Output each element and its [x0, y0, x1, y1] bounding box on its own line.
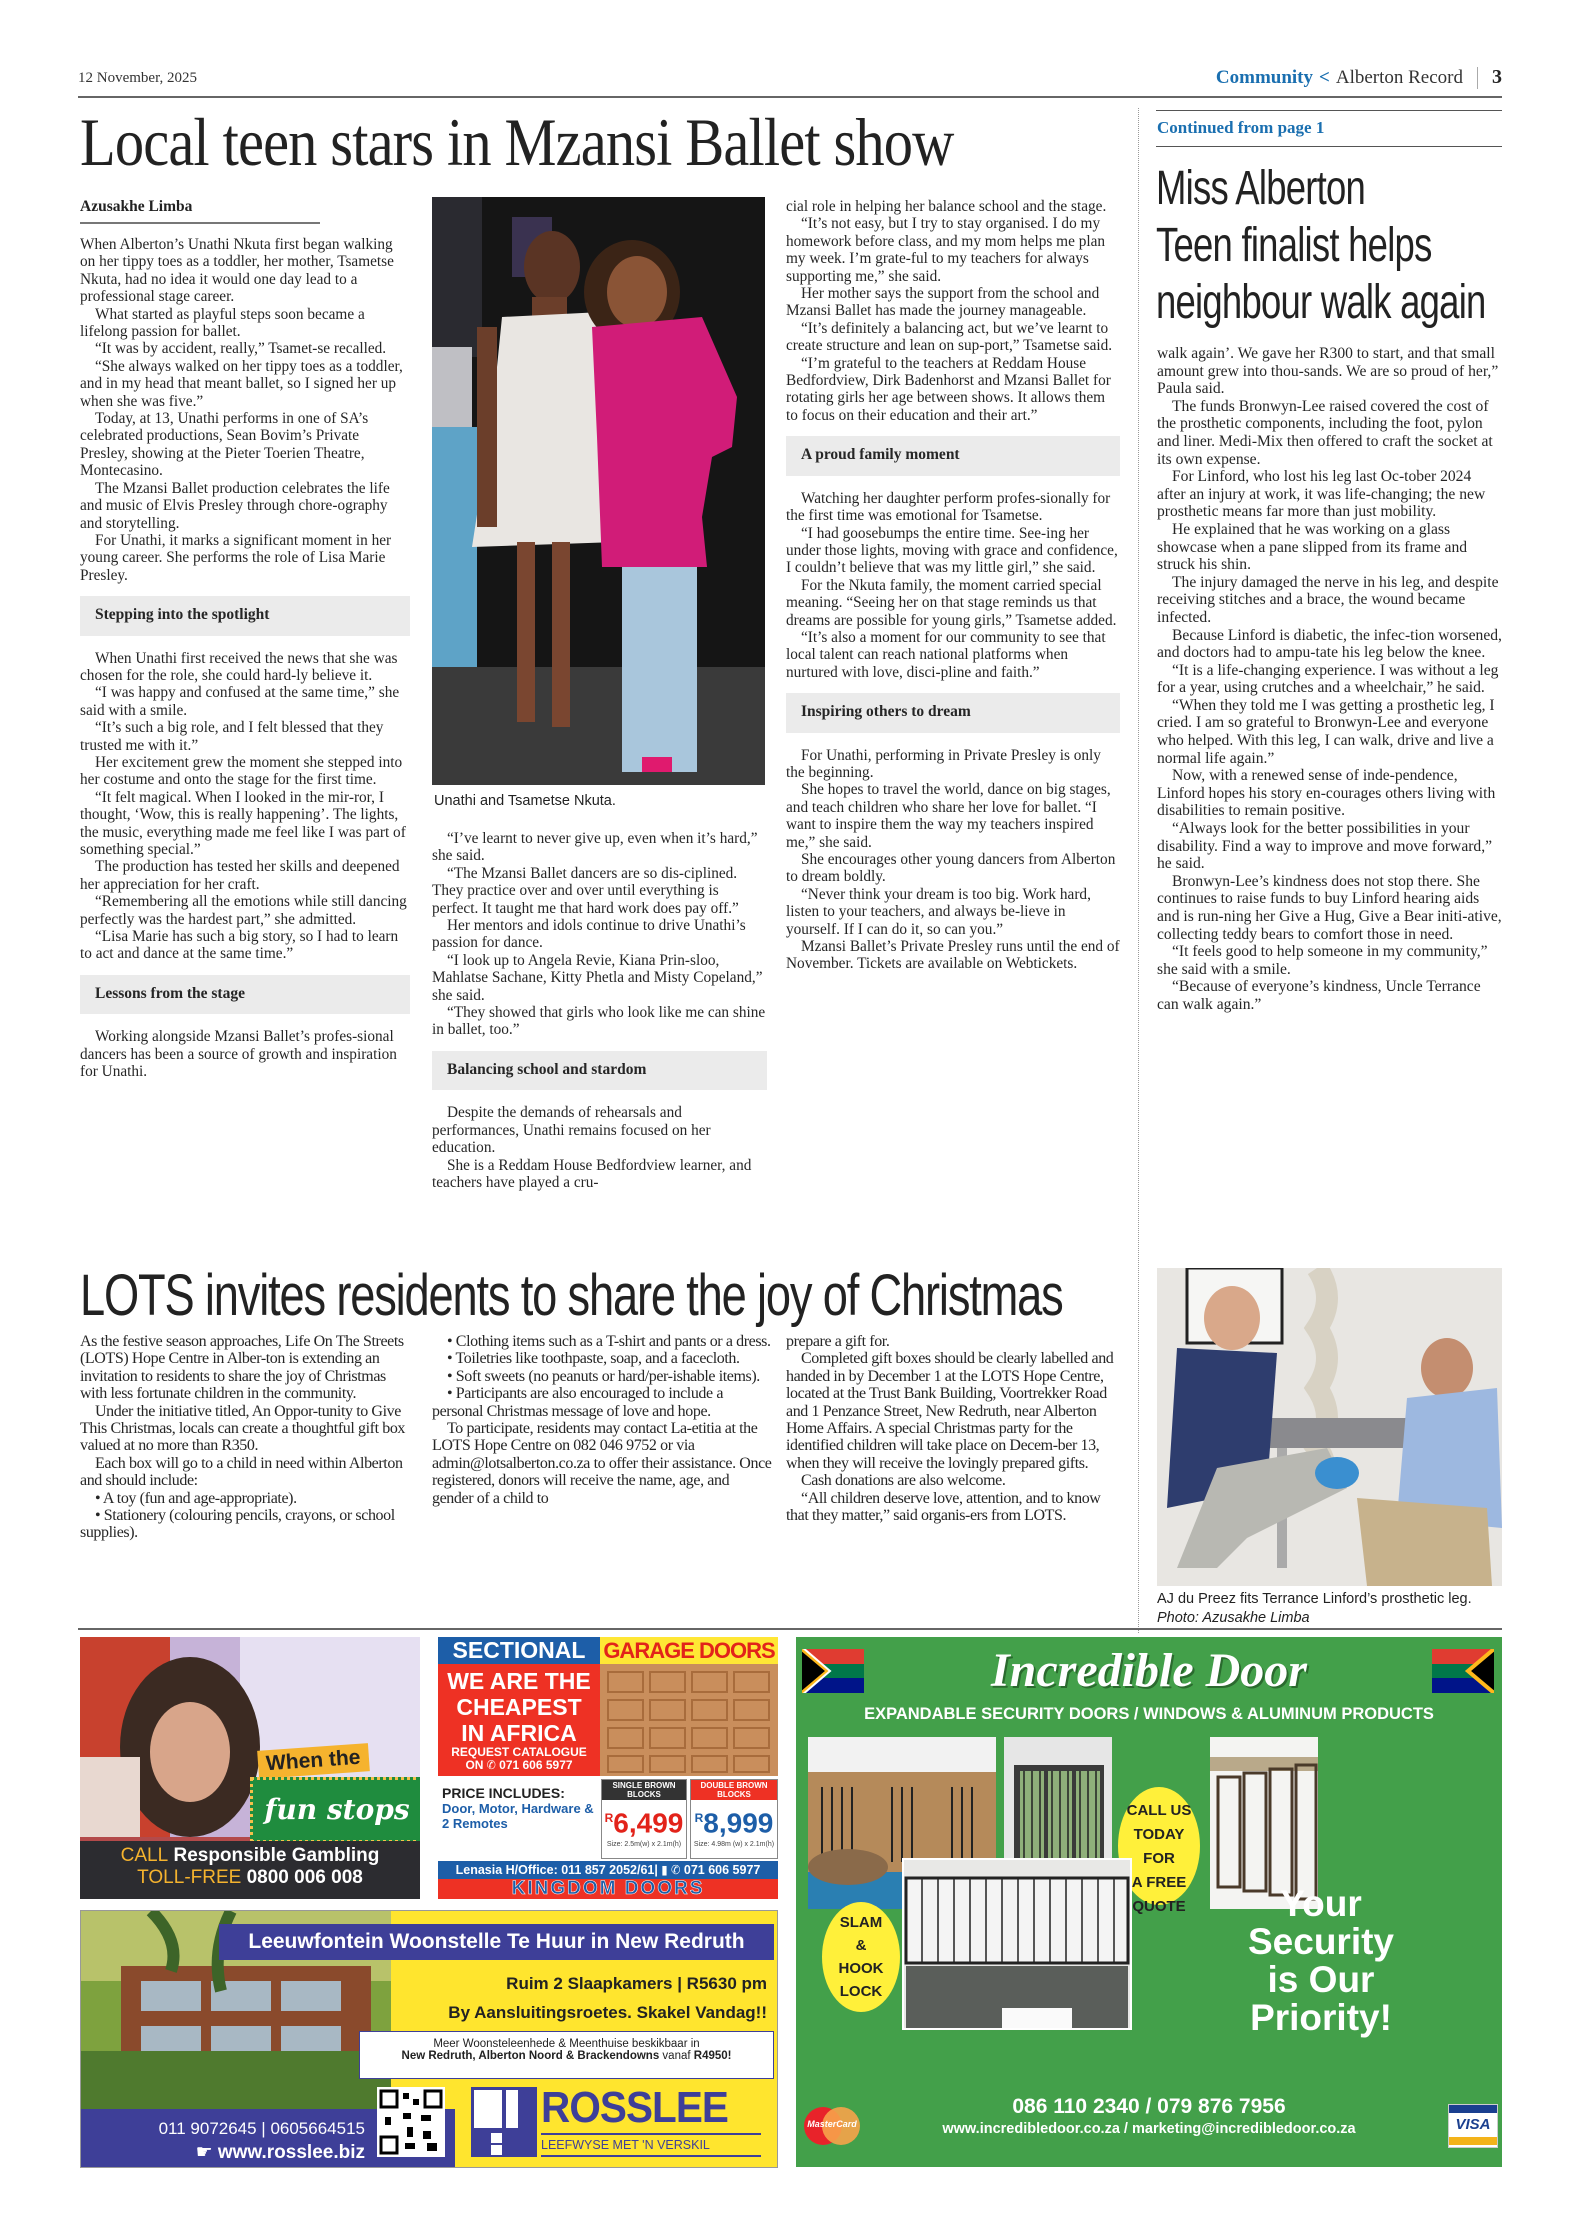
ad-footer: CALL Responsible Gambling TOLL-FREE 0800 006 008 — [80, 1841, 420, 1899]
brand-incredible-door: Incredible Door — [991, 1644, 1307, 1697]
section-name[interactable]: Community — [1215, 66, 1314, 88]
list-item: • Soft sweets (no peanuts or hard/per-ishable items). — [447, 1367, 760, 1385]
price-double: DOUBLE BROWN BLOCKS $^R$8,999 Size: 4.98m (w) x 2.1m(h) — [690, 1779, 778, 1859]
phone-numbers[interactable]: 011 9072645 | 0605664515 — [158, 2119, 365, 2138]
subhead: Balancing school and stardom — [432, 1051, 767, 1090]
call-us-badge: CALL US TODAY FOR A FREE QUOTE — [1118, 1787, 1200, 1905]
article1-headline: Local teen stars in Mzansi Ballet show — [80, 104, 954, 180]
paragraph: Despite the demands of rehearsals and performances, Unathi remains focused on her education. — [432, 1104, 711, 1157]
paper-name: Alberton Record — [1335, 66, 1463, 88]
rosslee-logo-icon — [471, 2087, 537, 2157]
paragraph: “Never think your dream is too big. Work hard, listen to your teachers, and always be-lieve in yourself. If I can do it, so can you.” — [786, 885, 1091, 938]
paragraph: “When they told me I was getting a prosthetic leg, I cried. I am so grateful to Bronwyn-Lee and everyone who helped. With this leg, I can walk, drive and live a normal life again.” — [1157, 696, 1495, 767]
byline-rule — [80, 222, 320, 224]
rosslee-info-box: Meer Woonsteleenhede & Meenthuise beskikbaar in New Redruth, Alberton Noord & Brackendowns vanaf R4950! — [359, 2031, 774, 2079]
paragraph: Bronwyn-Lee’s kindness does not stop there. She continues to raise funds to buy Linford hearing aids and is run-ning her Give a Hug, Give a Bear initi-ative, collecting teddy bears to comfort those in need. — [1157, 872, 1502, 943]
brand-rosslee: ROSSLEE — [541, 2083, 729, 2132]
paragraph: “Remembering all the emotions while still dancing perfectly was the hardest part,” she admitted. — [80, 893, 407, 928]
paragraph: The funds Bronwyn-Lee raised covered the cost of the prosthetic components, including the foot, pylon and liner. Medi-Mix then offered to craft the socket at its own expense. — [1157, 397, 1493, 468]
pointing-hand-icon: ☛ — [195, 2142, 218, 2163]
photo-unathi-and-tsametse — [432, 197, 765, 785]
article3-column-3 — [786, 1333, 1126, 1524]
article3-column-2 — [432, 1333, 772, 1507]
paragraph: “I look up to Angela Revie, Kiana Prin-sloo, Mahlatse Sachane, Kitty Phetla and Misty Copeland,” she said. — [432, 951, 763, 1004]
list-item: • Participants are also encouraged to include a personal Christmas message of love and hope. — [432, 1385, 724, 1420]
ad-tag-when-the: When the — [257, 1743, 369, 1779]
paragraph: She encourages other young dancers from Alberton to dream boldly. — [786, 851, 1116, 886]
ad-subtitle: EXPANDABLE SECURITY DOORS / WINDOWS & ALUMINUM PRODUCTS — [864, 1705, 1434, 1723]
paragraph: Because Linford is diabetic, the infec-tion worsened, and doctors had to ampu-tate his leg below the knee. — [1157, 626, 1502, 662]
paragraph: The Mzansi Ballet production celebrates the life and music of Elvis Presley through chore-ography and storytelling. — [80, 479, 390, 532]
brand-kingdom-doors: KINGDOM DOORS — [438, 1879, 778, 1899]
phone-numbers[interactable]: 086 110 2340 / 079 876 7956 — [1012, 2095, 1286, 2118]
paragraph: Cash donations are also welcome. — [801, 1472, 1006, 1490]
kicker-rule-bottom — [1156, 146, 1502, 147]
paragraph: “It’s also a moment for our community to see that local talent can reach national platforms when nurtured with love, disci-pline and faith.” — [786, 628, 1106, 681]
rosslee-tagline: LEEFWYSE MET 'N VERSKIL — [541, 2133, 761, 2157]
issue-date: 12 November, 2025 — [78, 70, 197, 86]
paragraph: For Linford, who lost his leg last Oc-tober 2024 after an injury at work, it was life-changing; the new prosthetic means far more than just mobility. — [1157, 468, 1486, 521]
paragraph: Her excitement grew the moment she stepped into her costume and onto the stage for the first time. — [80, 753, 403, 789]
paragraph: As the festive season approaches, Life On The Streets (LOTS) Hope Centre in Alber-ton is extending an invitation to residents to share the joy of Christmas with less fortunate children in the community. — [80, 1333, 404, 1403]
photo-credit: Photo: Azusakhe Limba — [1157, 1610, 1310, 1626]
divider — [1477, 67, 1478, 89]
paragraph: Completed gift boxes should be clearly labelled and handed in by December 1 at the LOTS Hope Centre, located at the Trust Bank Building, Voortrekker Road and 1 Penzance Street, New Redruth, near Alberton Home Affairs. A special Christmas party for the identified children will take place on Decem-ber 13, when they will receive the lovingly prepared gifts. — [786, 1350, 1114, 1472]
paragraph: For Unathi, it marks a significant moment in her young career. She performs the role of Lisa Marie Presley. — [80, 531, 392, 584]
paragraph: The production has tested her skills and deepened her appreciation for her craft. — [80, 858, 400, 893]
price-includes: PRICE INCLUDES: Door, Motor, Hardware & 2 Remotes — [442, 1785, 594, 1831]
ad-responsible-gambling[interactable] — [80, 1637, 420, 1899]
paragraph: Each box will go to a child in need within Alberton and should include: — [80, 1454, 403, 1490]
byline: Azusakhe Limba — [80, 198, 193, 215]
page-number: 3 — [1492, 66, 1502, 88]
article1-column-1 — [80, 236, 410, 1080]
subhead: Inspiring others to dream — [786, 693, 1120, 732]
paragraph: “They showed that girls who look like me can shine in ballet, too.” — [432, 1004, 766, 1039]
list-item: • A toy (fun and age-appropriate). — [95, 1489, 297, 1507]
bathroom-window-photo — [902, 1858, 1132, 2030]
article1-column-3 — [786, 198, 1120, 973]
qr-code-icon[interactable] — [377, 2087, 445, 2157]
paragraph: Watching her daughter perform profes-sionally for the first time was emotional for Tsametse. — [786, 489, 1111, 525]
paragraph: She is a Reddam House Bedfordview learner, and teachers have played a cru- — [432, 1156, 752, 1191]
paragraph: Now, with a renewed sense of inde-pendence, Linford hopes his story en-courages others living with disabilities to remain positive. — [1157, 767, 1496, 820]
article2-body — [1157, 345, 1502, 1014]
paragraph: “The Mzansi Ballet dancers are so dis-ciplined. They practice over and over until everything is perfect. It taught me that hard work does pay off.” — [432, 864, 739, 917]
continued-kicker[interactable]: Continued from page 1 — [1157, 118, 1325, 137]
slogan-block: WE ARE THE CHEAPEST IN AFRICA REQUEST CATALOGUE ON ✆ 071 606 5977 — [438, 1664, 600, 1776]
security-slogan: Your Security is Our Priority! — [1247, 1883, 1394, 2038]
paragraph: What started as playful steps soon became a lifelong passion for ballet. — [80, 305, 365, 341]
list-item: • Toiletries like toothpaste, soap, and a facecloth. — [447, 1350, 740, 1368]
list-item: • Stationery (colouring pencils, crayons, or school supplies). — [80, 1507, 395, 1542]
paragraph: “She always walked on her tippy toes as a toddler, and in my head that meant ballet, so I signed her up when she was five.” — [80, 357, 403, 410]
paragraph: “It’s not easy, but I try to stay organised. I do my homework before class, and my mom helps me plan my week. I’m grate-ful to my teachers for always supporting me,” she said. — [786, 215, 1106, 285]
column-divider — [1138, 108, 1139, 1633]
website-email[interactable]: www.incredibledoor.co.za / marketing@incredibledoor.co.za — [942, 2121, 1356, 2137]
paragraph: “I had goosebumps the entire time. See-ing her under those lights, moving with grace and confidence, I couldn’t believe that was my little girl,” she said. — [786, 524, 1118, 577]
paragraph: Her mother says the support from the school and Mzansi Ballet has made the journey manageable. — [786, 285, 1100, 320]
paragraph: She hopes to travel the world, dance on big stages, and teach children who share her love for ballet. “I want to inspire them the way my teachers inspired me,” she said. — [786, 781, 1111, 851]
photo-caption: AJ du Preez fits Terrance Linford’s prosthetic leg. Photo: Azusakhe Limba — [1157, 1591, 1472, 1626]
paragraph: “It’s such a big role, and I felt blessed that they trusted me with it.” — [80, 719, 384, 754]
ad-incredible-door[interactable] — [796, 1637, 1502, 2167]
header-rule — [78, 96, 1502, 98]
office-phones[interactable]: Lenasia H/Office: 011 857 2052/61| ▮ ✆ 071 606 5977 — [438, 1861, 778, 1879]
paragraph: To participate, residents may contact La-etitia at the LOTS Hope Centre on 082 046 9752 or via admin@lotsalberton.co.za to offer their assistance. Once registered, donors will receive the name, age, and gender of a child to — [432, 1420, 772, 1507]
paragraph: Today, at 13, Unathi performs in one of SA’s celebrated productions, Sean Bovim’s Private Presley, showing at the Pieter Toerien Theatre, Montecasino. — [80, 410, 369, 480]
paragraph: “It was by accident, really,” Tsamet-se recalled. — [95, 340, 387, 358]
paragraph: “Because of everyone’s kindness, Uncle Terrance can walk again.” — [1157, 978, 1481, 1013]
ads-rule — [78, 1628, 1502, 1630]
article1-column-2 — [432, 830, 767, 1191]
slam-hook-lock-badge: SLAM & HOOK LOCK — [822, 1902, 900, 2012]
paragraph: “Lisa Marie has such a big story, so I had to learn to act and dance at the same time.” — [80, 928, 399, 963]
paragraph: “I’ve learnt to never give up, even when it’s hard,” she said. — [432, 830, 758, 865]
ad-tag-fun-stops: fun stops — [250, 1777, 420, 1843]
garage-door-image — [600, 1664, 778, 1776]
mastercard-icon: MasterCard — [804, 2107, 856, 2147]
paragraph: The injury damaged the nerve in his leg, and despite receiving stitches and a brace, the wound became infected. — [1157, 573, 1499, 626]
article2-headline: Miss Alberton Teen finalist helps neighbour walk again — [1156, 162, 1486, 329]
list-item: • Clothing items such as a T-shirt and pants or a dress. — [447, 1333, 771, 1350]
price-single: SINGLE BROWN BLOCKS $^R$6,499 Size: 2.5m(w) x 2.1m(h) — [601, 1779, 687, 1859]
paragraph: walk again’. We gave her R300 to start, and that small amount grew into thou-sands. We are so proud of her,” Paula said. — [1157, 345, 1499, 398]
section-header — [1216, 66, 1502, 89]
photo-image — [1157, 1268, 1502, 1586]
subhead: A proud family moment — [786, 436, 1120, 475]
paragraph: “It’s definitely a balancing act, but we’ve learnt to create structure and lean on sup-port,” Tsametse said. — [786, 319, 1113, 355]
paragraph: “I’m grateful to the teachers at Reddam House Bedfordview, Dirk Badenhorst and Mzansi Ballet for rotating girls her age between shows. It allows them to focus on their education and their art.” — [786, 354, 1111, 424]
website-link[interactable]: www.rosslee.biz — [217, 2142, 365, 2163]
paragraph: Working alongside Mzansi Ballet’s profes-sional dancers has been a source of growth and inspiration for Unathi. — [80, 1028, 397, 1081]
paragraph: When Unathi first received the news that she was chosen for the role, she could hard-ly believe it. — [80, 649, 398, 684]
visa-icon: VISA — [1448, 2104, 1498, 2148]
paragraph: prepare a gift for. — [786, 1333, 890, 1350]
ad-kingdom-doors[interactable]: SECTIONAL GARAGE DOORS WE ARE THE CHEAPEST IN AFRICA REQUEST CATALOGUE ON ✆ 071 606 5977 PRICE INCLUDES: Door, Motor, Hardware & 2 Remotes SINGLE BROWN BLOCKS $^R$6,499 Size: 2.5m(w) x 2.1m(h) DOUBLE BROWN BLOCKS $^R$8,999 Size: 4.98m (w) x 2.1m(h) Lenasia H/Office: 011 857 2052/61| ▮ ✆ 071 606 5977 KINGDOM DOORS — [438, 1637, 778, 1899]
paragraph: “All children deserve love, attention, and to know that they matter,” said organis-ers from LOTS. — [786, 1489, 1101, 1525]
breadcrumb-separator: < — [1319, 66, 1330, 88]
paragraph: For Unathi, performing in Private Presley is only the beginning. — [786, 746, 1101, 781]
photo-image — [432, 197, 765, 785]
photo-prosthetic-fitting — [1157, 1268, 1502, 1586]
subhead: Stepping into the spotlight — [80, 596, 410, 635]
photo-caption: Unathi and Tsametse Nkuta. — [434, 793, 616, 809]
paragraph: cial role in helping her balance school and the stage. — [786, 198, 1107, 215]
paragraph: “It felt magical. When I looked in the mir-ror, I thought, ‘Wow, this is really happening’. The lights, the music, everything made me feel like I was part of something special.” — [80, 788, 406, 858]
paragraph: When Alberton’s Unathi Nkuta first began walking on her tippy toes as a toddler, her mother, Tsametse Nkuta, had no idea it would one day lead to a professional stage career. — [80, 236, 394, 306]
paragraph: Under the initiative titled, An Oppor-tunity to Give This Christmas, locals can create a thoughtful gift box valued at no more than R350. — [80, 1402, 406, 1455]
paragraph: “Always look for the better possibilities in your disability. Find a way to improve and move forward,” he said. — [1157, 820, 1493, 873]
phone-number[interactable]: 0800 006 008 — [246, 1867, 363, 1888]
paragraph: For the Nkuta family, the moment carried special meaning. “Seeing her on that stage reminds us that dreams are possible for young girls,” Tsametse added. — [786, 576, 1117, 629]
article3-column-1 — [80, 1333, 410, 1542]
paragraph: Mzansi Ballet’s Private Presley runs until the end of November. Tickets are available on Webtickets. — [786, 938, 1120, 973]
ad-rosslee[interactable]: Leeuwfontein Woonstelle Te Huur in New Redruth Ruim 2 Slaapkamers | R5630 pm By Aansluitingsroetes. Skakel Vandag!! Meer Woonsteleenhede & Meenthuise beskikbaar in New Redruth, Alberton Noord & Brackendowns vanaf R4950! 011 9072645 | 0605664515 ☛ www.rosslee.biz ROSSLEE LEEFWYSE MET 'N VERSKIL — [80, 1910, 778, 2168]
rosslee-title: Leeuwfontein Woonstelle Te Huur in New Redruth — [219, 1924, 774, 1960]
paragraph: Her mentors and idols continue to drive Unathi’s passion for dance. — [432, 917, 746, 952]
paragraph: “I was happy and confused at the same time,” she said with a smile. — [80, 684, 400, 719]
kicker-rule-top — [1156, 110, 1502, 111]
paragraph: “It feels good to help someone in my community,” she said with a smile. — [1157, 943, 1488, 978]
paragraph: He explained that he was working on a glass showcase when a pane slipped from its frame and struck his shin. — [1157, 520, 1468, 574]
byline-block — [80, 198, 320, 224]
article3-headline: LOTS invites residents to share the joy of Christmas — [80, 1263, 1063, 1328]
paragraph: “It is a life-changing experience. I was without a leg for a year, using crutches and a wheelchair,” he said. — [1157, 661, 1499, 697]
subhead: Lessons from the stage — [80, 975, 410, 1014]
